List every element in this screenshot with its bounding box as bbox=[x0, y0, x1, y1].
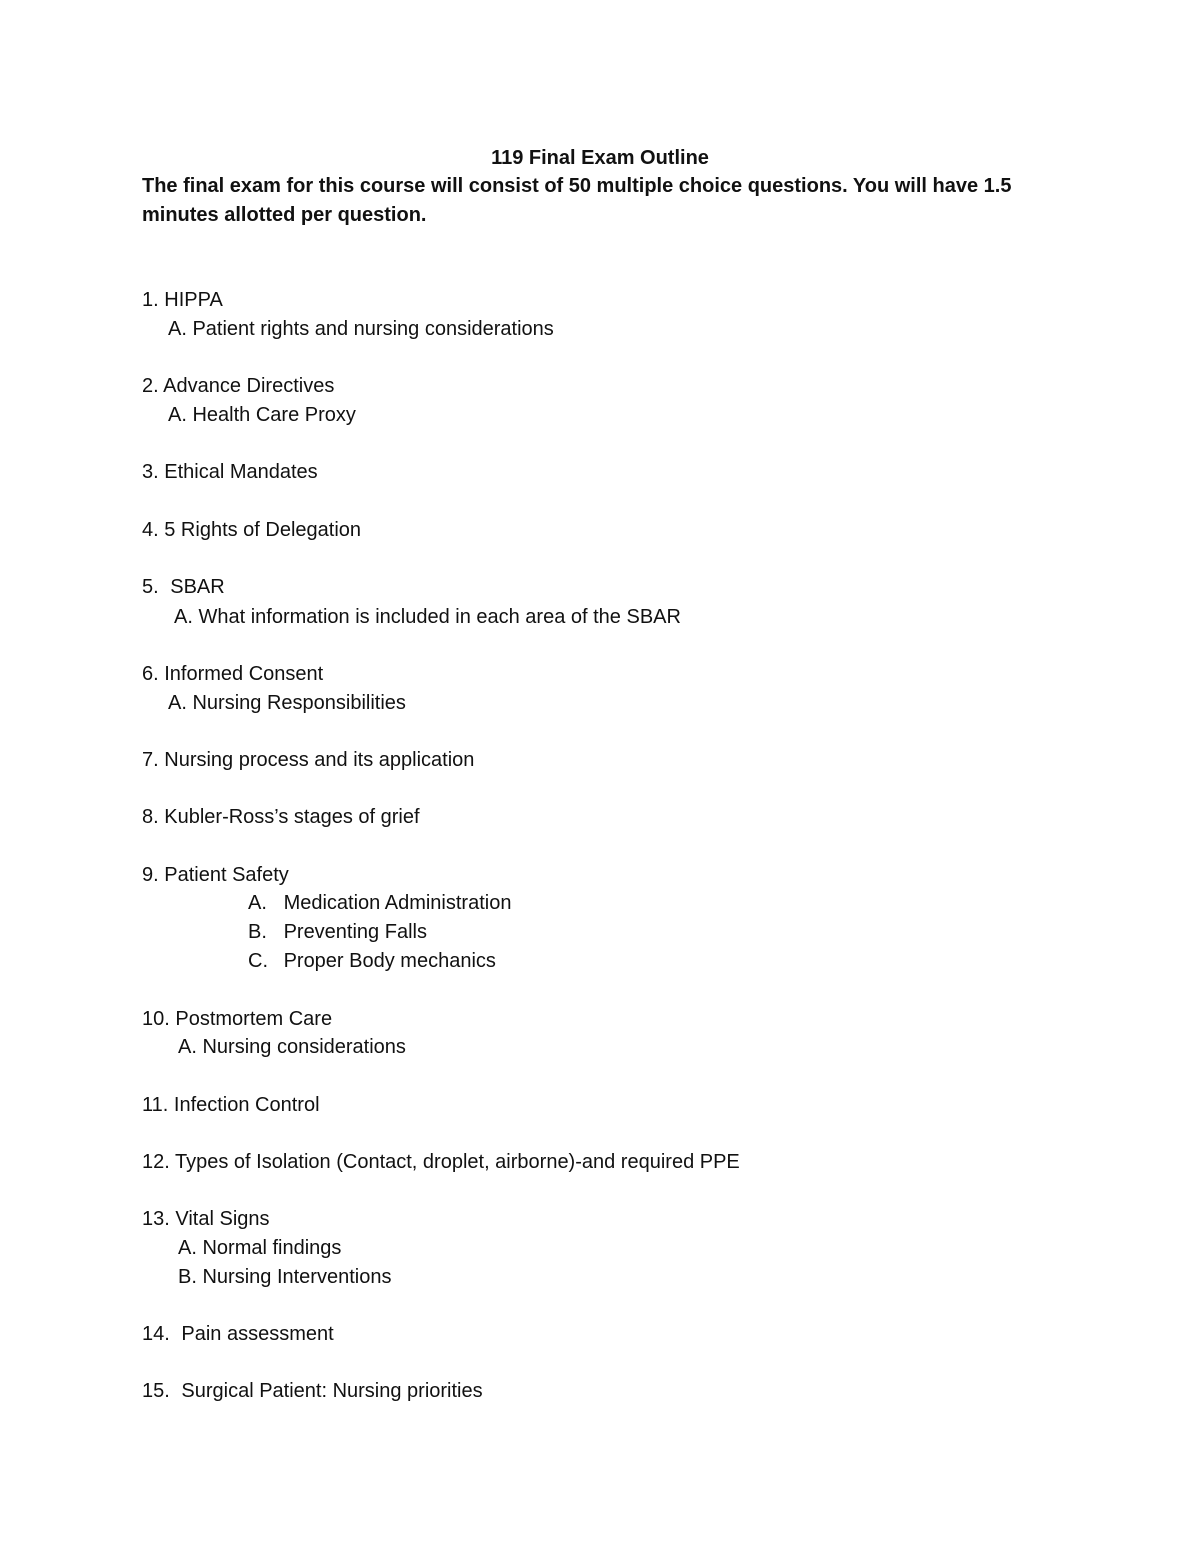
outline-item-8 bbox=[142, 803, 420, 831]
outline-item-5 bbox=[142, 573, 225, 601]
subitem-text: Normal findings bbox=[202, 1237, 342, 1259]
subitem-text: Medication Administration bbox=[283, 892, 512, 914]
subitem-letter: C. bbox=[248, 950, 268, 972]
intro-line-2: minutes allotted per question. bbox=[142, 203, 427, 226]
outline-subitem bbox=[178, 1234, 341, 1262]
subitem-letter: B. bbox=[248, 921, 267, 943]
outline-number: 11. bbox=[142, 1094, 169, 1116]
outline-label: Patient Safety bbox=[164, 864, 289, 886]
outline-subitem bbox=[248, 918, 427, 946]
outline-item-15 bbox=[142, 1377, 483, 1405]
outline-item-4 bbox=[142, 516, 361, 544]
subitem-text: Proper Body mechanics bbox=[283, 950, 496, 972]
outline-label: Ethical Mandates bbox=[164, 461, 318, 483]
page-title: 119 Final Exam Outline bbox=[491, 147, 709, 169]
outline-label: Advance Directives bbox=[163, 375, 335, 397]
subitem-text: Nursing Responsibilities bbox=[192, 692, 406, 714]
subitem-letter: A. bbox=[168, 404, 187, 426]
outline-subitem bbox=[178, 1033, 406, 1061]
subitem-text: Health Care Proxy bbox=[192, 404, 356, 426]
outline-number: 9. bbox=[142, 864, 159, 886]
outline-item-13 bbox=[142, 1205, 270, 1233]
outline-subitem bbox=[168, 401, 356, 429]
outline-number: 13. bbox=[142, 1208, 170, 1230]
outline-label: HIPPA bbox=[164, 289, 223, 311]
subitem-letter: A. bbox=[174, 606, 193, 628]
outline-subitem bbox=[168, 689, 406, 717]
outline-number: 2. bbox=[142, 375, 159, 397]
subitem-letter: A. bbox=[168, 318, 187, 340]
subitem-text: Patient rights and nursing considerations bbox=[192, 318, 554, 340]
subitem-letter: A. bbox=[178, 1036, 197, 1058]
outline-number: 12. bbox=[142, 1151, 170, 1173]
outline-item-14 bbox=[142, 1320, 334, 1348]
outline-label: SBAR bbox=[170, 576, 225, 598]
outline-label: Informed Consent bbox=[164, 663, 324, 685]
intro-paragraph bbox=[142, 172, 1042, 229]
outline-number: 3. bbox=[142, 461, 159, 483]
outline-item-10 bbox=[142, 1005, 332, 1033]
outline-item-12 bbox=[142, 1148, 740, 1176]
outline-item-1 bbox=[142, 286, 223, 314]
outline-number: 8. bbox=[142, 806, 159, 828]
outline-item-3 bbox=[142, 458, 318, 486]
outline-number: 6. bbox=[142, 663, 159, 685]
outline-label: Infection Control bbox=[173, 1094, 320, 1116]
outline-item-9 bbox=[142, 861, 289, 889]
outline-item-6 bbox=[142, 660, 323, 688]
outline-subitem bbox=[248, 889, 511, 917]
outline-label: Kubler-Ross’s stages of grief bbox=[164, 806, 420, 828]
outline-item-7 bbox=[142, 746, 474, 774]
subitem-letter: A. bbox=[248, 892, 267, 914]
subitem-letter: A. bbox=[178, 1237, 197, 1259]
outline-number: 7. bbox=[142, 749, 159, 771]
subitem-text: Preventing Falls bbox=[283, 921, 427, 943]
outline-label: Nursing process and its application bbox=[164, 749, 475, 771]
intro-line-1: The final exam for this course will consist of 50 multiple choice questions. You will have 1.5 bbox=[142, 175, 1012, 197]
subitem-text: Nursing Interventions bbox=[202, 1266, 392, 1288]
outline-number: 4. bbox=[142, 519, 159, 541]
outline-subitem bbox=[168, 315, 554, 343]
subitem-letter: B. bbox=[178, 1266, 197, 1288]
subitem-text: Nursing considerations bbox=[202, 1036, 406, 1058]
outline-item-2 bbox=[142, 372, 334, 400]
outline-subitem bbox=[248, 947, 496, 975]
outline-number: 14. bbox=[142, 1323, 170, 1345]
outline-label: Types of Isolation (Contact, droplet, airborne)-and required PPE bbox=[175, 1151, 740, 1173]
outline-label: Pain assessment bbox=[181, 1323, 334, 1345]
outline-label: Vital Signs bbox=[175, 1208, 270, 1230]
outline-number: 5. bbox=[142, 576, 159, 598]
outline-number: 1. bbox=[142, 289, 159, 311]
subitem-letter: A. bbox=[168, 692, 187, 714]
outline-subitem bbox=[178, 1263, 391, 1291]
outline-label: Postmortem Care bbox=[175, 1008, 333, 1030]
outline-label: Surgical Patient: Nursing priorities bbox=[181, 1380, 483, 1402]
outline-number: 15. bbox=[142, 1380, 170, 1402]
outline-subitem bbox=[174, 603, 681, 631]
outline-label: 5 Rights of Delegation bbox=[164, 519, 362, 541]
subitem-text: What information is included in each area of the SBAR bbox=[198, 606, 681, 628]
outline-number: 10. bbox=[142, 1008, 170, 1030]
outline-item-11 bbox=[142, 1091, 320, 1119]
